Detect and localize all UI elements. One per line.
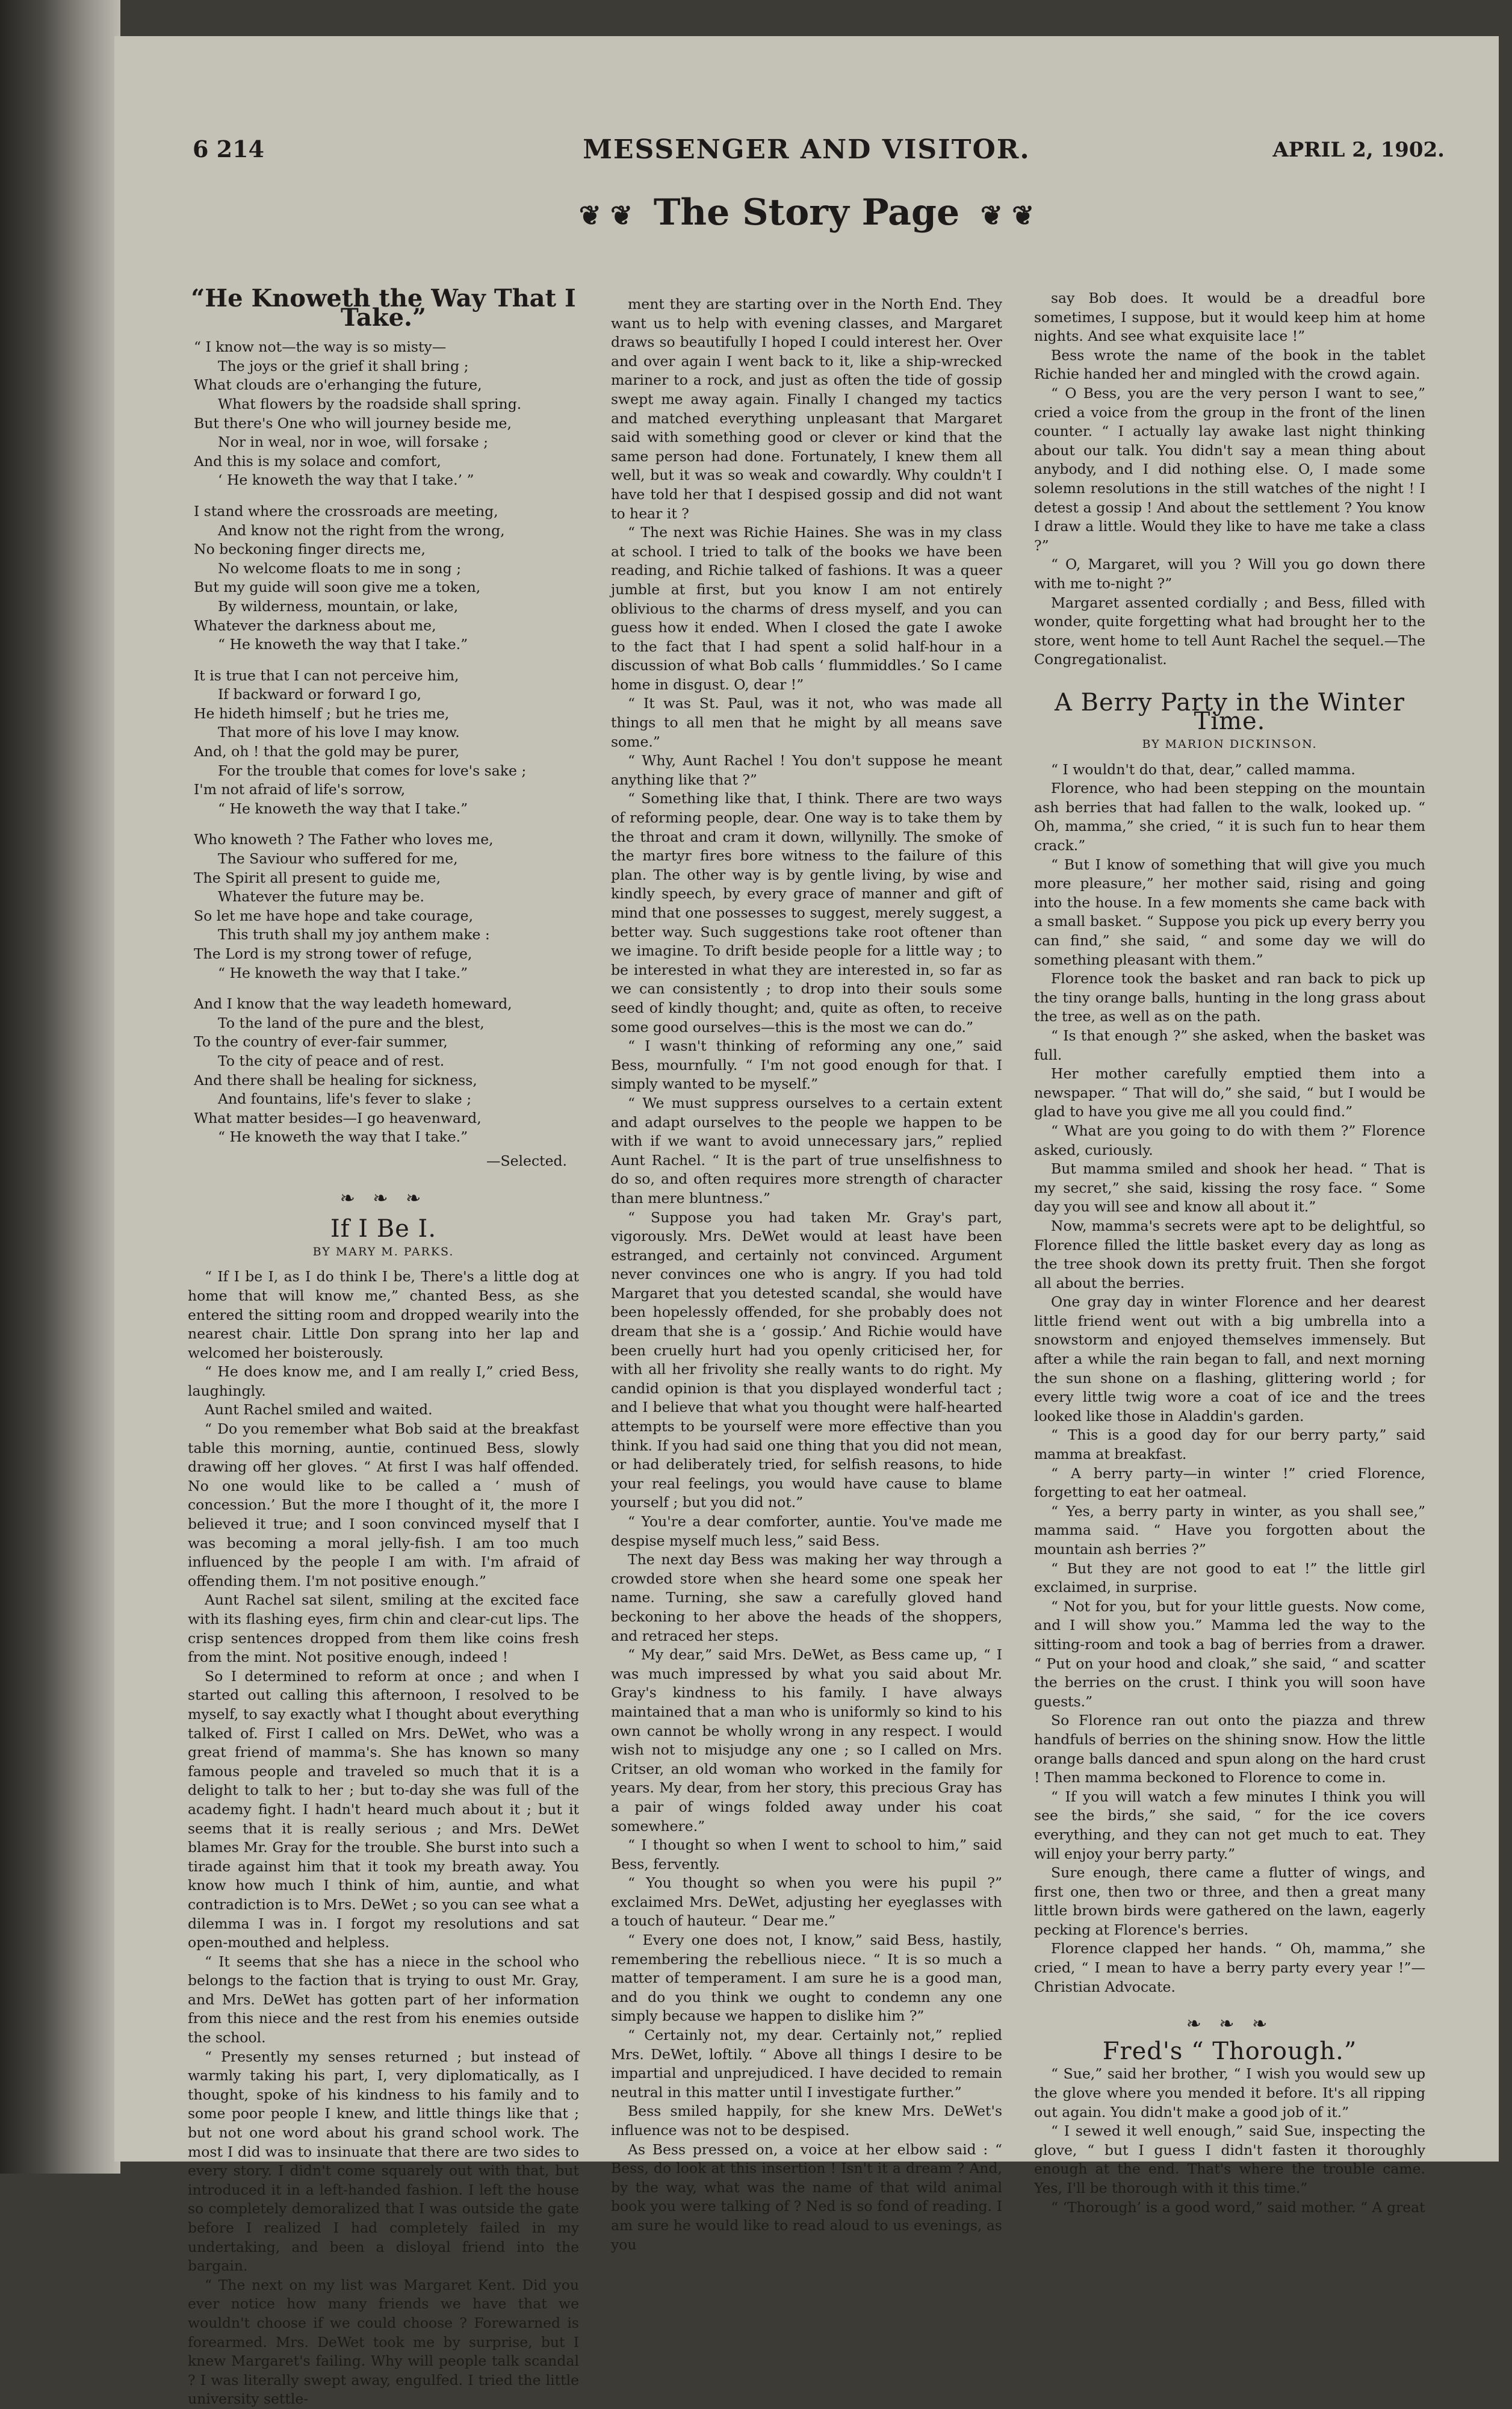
paragraph: Aunt Rachel sat silent, smiling at the excited face with its flashing eyes, firm chin and clear-cut lips. The crisp sentences dropped from them like coins fresh from the mint. Not positive enough, indeed ! <box>188 1591 579 1666</box>
poem-credit: —Selected. <box>486 1152 567 1169</box>
paragraph: So Florence ran out onto the piazza and threw handfuls of berries on the shining snow. How the little orange balls danced and spun along on the hard crust ! Then mamma beckoned to Florence to come in. <box>1034 1712 1425 1786</box>
poem-line: This truth shall my joy anthem make : <box>218 926 490 943</box>
poem-line: Whatever the future may be. <box>218 888 424 906</box>
poem-line: ‘ He knoweth the way that I take.’ ” <box>218 471 474 489</box>
story-text <box>1034 289 1425 670</box>
stanza-gap <box>194 818 579 830</box>
poem-line: To the city of peace and of rest. <box>218 1052 445 1069</box>
poem-line: For the trouble that comes for love's sake ; <box>218 762 527 779</box>
poem-line: The Lord is my strong tower of refuge, <box>194 945 472 962</box>
paragraph: The next day Bess was making her way through a crowded store when she heard some one speak her name. Turning, she saw a carefully gloved hand beckoning to her above the heads of the shoppers, and retraced her steps. <box>611 1551 1002 1644</box>
poem-line: And this is my solace and comfort, <box>194 452 441 470</box>
paragraph: Bess smiled happily, for she knew Mrs. DeWet's influence was not to be despised. <box>611 2103 1002 2139</box>
paragraph: “ It was St. Paul, was it not, who was made all things to all men that he might by all means save some.” <box>611 695 1002 750</box>
poem-line: “ He knoweth the way that I take.” <box>218 1128 468 1146</box>
page-number: 6 214 <box>193 135 264 163</box>
story-byline: BY MARY M. PARKS. <box>312 1245 454 1258</box>
poem-line: The Saviour who suffered for me, <box>218 850 458 868</box>
poem-line: He hideth himself ; but he tries me, <box>194 704 450 722</box>
poem-line: No welcome floats to me in song ; <box>218 559 462 577</box>
poem-line: And I know that the way leadeth homeward, <box>194 995 512 1013</box>
paragraph: “ We must suppress ourselves to a certain extent and adapt ourselves to the people we happen to be with if we want to avoid unnecessary jars,” replied Aunt Rachel. “ It is the part of true unselfishness to do so, and often requires more strength of character than mere bluntness.” <box>611 1094 1002 1207</box>
stanza-gap <box>194 983 579 995</box>
paragraph: “ Suppose you had taken Mr. Gray's part, vigorously. Mrs. DeWet would at least have been estranged, and certainly not convinced. Argument never convinces one who is angry. If you had told Margaret that you detested scandal, she would have been hopelessly offended, for she probably does not dream that she is a ‘ gossip.’ And Richie would have been cruelly hurt had you openly criticised her, for with all her frivolity she really wants to do right. My candid opinion is that you displayed wonderful tact ; and I believe that what you thought were half-hearted attempts to be yourself were more effective than you think. If you had said one thing that you did not mean, or had deliberately tried, for selfish reasons, to hide your real feelings, you would have cause to blame yourself ; but you did not.” <box>611 1208 1002 1511</box>
paragraph: Florence took the basket and ran back to pick up the tiny orange balls, hunting in the long grass about the tree, as well as on the path. <box>1034 970 1425 1025</box>
poem-line: And, oh ! that the gold may be purer, <box>194 743 460 760</box>
poem-line: “ He knoweth the way that I take.” <box>218 636 468 653</box>
fleuron-ornament-right: ❦ ❦ <box>981 200 1035 231</box>
poem-line: “ He knoweth the way that I take.” <box>218 800 468 817</box>
story-title: Fred's “ Thorough.” <box>1102 2037 1357 2065</box>
paragraph: “ He does know me, and I am really I,” cried Bess, laughingly. <box>188 1363 579 1399</box>
divider-ornament: ❧ ❧ ❧ <box>1186 2013 1274 2035</box>
poem-body <box>194 338 579 1147</box>
paragraph: say Bob does. It would be a dreadful bore sometimes, I suppose, but it would keep him at home nights. And see what exquisite lace !” <box>1034 290 1425 345</box>
poem-line: If backward or forward I go, <box>218 686 421 703</box>
paragraph: Aunt Rachel smiled and waited. <box>205 1401 433 1419</box>
poem-line: Whatever the darkness about me, <box>194 617 436 634</box>
paragraph: Florence clapped her hands. “ Oh, mamma,” she cried, “ I mean to have a berry party every year !”—Christian Advocate. <box>1034 1940 1425 1995</box>
paragraph: “ Yes, a berry party in winter, as you shall see,” mamma said. “ Have you forgotten about the mountain ash berries ?” <box>1034 1502 1425 1558</box>
issue-date: APRIL 2, 1902. <box>1272 138 1445 162</box>
paragraph: “ You're a dear comforter, auntie. You've made me despise myself much less,” said Bess. <box>611 1513 1002 1549</box>
poem-line: What clouds are o'erhanging the future, <box>194 376 482 394</box>
masthead-title: MESSENGER AND VISITOR. <box>583 134 1030 165</box>
poem-line: What flowers by the roadside shall spring. <box>218 395 522 412</box>
paragraph: “ Why, Aunt Rachel ! You don't suppose he meant anything like that ?” <box>611 752 1002 788</box>
paragraph: Margaret assented cordially ; and Bess, filled with wonder, quite forgetting what had brought her to the store, went home to tell Aunt Rachel the sequel.—The Congregationalist. <box>1034 594 1425 668</box>
story-byline: BY MARION DICKINSON. <box>1142 738 1318 751</box>
paragraph: “ Something like that, I think. There are two ways of reforming people, dear. One way is to take them by the throat and cram it down, willynilly. The smoke of the martyr fires bore witness to the failure of this plan. The other way is by gentle living, by wise and kindly speech, by every grace of manner and gift of mind that one possesses to suggest, merely suggest, a better way. Such suggestions take root oftener than we imagine. To drift beside people for a little way ; to be interested in what they are interested in, so far as we can consistently ; to drop into their souls some seed of kindly thought; and, quite as often, to receive some good ourselves—this is the most we can do.” <box>611 790 1002 1036</box>
paragraph: But mamma smiled and shook her head. “ That is my secret,” she said, kissing the rosy face. “ Some day you will see and know all about it.” <box>1034 1160 1425 1216</box>
paragraph: ment they are starting over in the North End. They want us to help with evening classes, and Margaret draws so beautifully I hoped I could interest her. Over and over again I went back to it, like a ship-wrecked mariner to a rock, and just as often the tide of gossip swept me away again. Finally I changed my tactics and matched everything unpleasant that Margaret said with something good or clever or kind that the same person had done. Fortunately, I knew them all well, but it was so weak and cowardly. Why couldn't I have told her that I despised gossip and did not want to hear it ? <box>611 296 1002 522</box>
paragraph: Bess wrote the name of the book in the tablet Richie handed her and mingled with the crowd again. <box>1034 346 1425 383</box>
paragraph: “ The next was Richie Haines. She was in my class at school. I tried to talk of the books we have been reading, and Richie talked of fashions. It was a queer jumble at first, but you know I am not entirely oblivious to the charms of dress myself, and you can guess how it ended. When I closed the gate I awoke to the fact that I had spent a solid half-hour in a discussion of what Bob calls ‘ flummiddles.’ So I came home in disgust. O, dear !” <box>611 524 1002 693</box>
column-middle <box>611 295 1002 2253</box>
paragraph: “ If you will watch a few minutes I think you will see the birds,” she said, “ for the ice covers everything, and they can not get much to eat. They will enjoy your berry party.” <box>1034 1788 1425 1862</box>
story-text <box>1034 760 1425 1997</box>
poem-line: “ I know not—the way is so misty— <box>194 338 447 356</box>
story-title: If I Be I. <box>330 1215 437 1243</box>
poem-line: I'm not afraid of life's sorrow, <box>194 781 406 798</box>
paragraph: Now, mamma's secrets were apt to be delightful, so Florence filled the little basket every day as long as the tree shook down its pretty fruit. Then she forgot all about the berries. <box>1034 1217 1425 1292</box>
story-text <box>1034 2065 1425 2217</box>
stanza-gap <box>194 490 579 502</box>
paragraph: “ I sewed it well enough,” said Sue, inspecting the glove, “ but I guess I didn't fasten it thoroughly enough at the end. That's where the trouble came. Yes, I'll be thorough with it this time.” <box>1034 2122 1425 2196</box>
paragraph: “ Not for you, but for your little guests. Now come, and I will show you.” Mamma led the way to the sitting-room and took a bag of berries from a drawer. “ Put on your hood and cloak,” she said, “ and scatter the berries on the crust. I think you will soon have guests.” <box>1034 1597 1425 1710</box>
paragraph: “ My dear,” said Mrs. DeWet, as Bess came up, “ I was much impressed by what you said about Mr. Gray's kindness to his family. I have always maintained that a man who is uniformly so kind to his own cannot be wholly wrong in any respect. I would wish not to misjudge any one ; so I called on Mrs. Critser, an old woman who worked in the family for years. My dear, from her story, this precious Gray has a pair of wings folded away under his coat somewhere.” <box>611 1646 1002 1835</box>
paragraph: “ O Bess, you are the very person I want to see,” cried a voice from the group in the front of the linen counter. “ I actually lay awake last night thinking about our talk. You didn't say a mean thing about anybody, and I did nothing else. O, I made some solemn resolutions in the still watches of the night ! I detest a gossip ! And about the settlement ? You know I draw a little. Would they like to have me take a class ?” <box>1034 384 1425 554</box>
paragraph: So I determined to reform at once ; and when I started out calling this afternoon, I resolved to be myself, to say exactly what I thought about everything talked of. First I called on Mrs. DeWet, who was a great friend of mamma's. She has known so many famous people and traveled so much that it is a delight to talk to her ; but to-day she was full of the academy fight. I hadn't heard much about it ; but it seems that it is really serious ; and Mrs. DeWet blames Mr. Gray for the trouble. She burst into such a tirade against him that it took my breath away. You know how much I think of him, auntie, and what contradiction is to Mrs. DeWet ; so you can see what a dilemma I was in. I forgot my resolutions and sat open-mouthed and helpless. <box>188 1667 579 1951</box>
paragraph: One gray day in winter Florence and her dearest little friend went out with a big umbrella into a snowstorm and enjoyed themselves immensely. But after a while the rain began to fall, and next morning the sun shone on a flashing, glittering world ; for every little twig wore a coat of ice and the trees looked like those in Aladdin's garden. <box>1034 1293 1425 1425</box>
stanza-gap <box>194 654 579 667</box>
paragraph: “ The next on my list was Margaret Kent. Did you ever notice how many friends we have that we wouldn't choose if we could choose ? Forewarned is forearmed. Mrs. DeWet took me by surprise, but I knew Margaret's failing. Why will people talk scandal ? I was literally swept away, engulfed. I tried the little university settle- <box>188 2276 579 2408</box>
paragraph: As Bess pressed on, a voice at her elbow said : “ Bess, do look at this insertion ! Isn't it a dream ? And, by the way, what was the name of that wild animal book you were talking of ? Ned is so fond of reading. I am sure he would like to read aloud to us evenings, as you <box>611 2140 1002 2253</box>
paragraph: “ Certainly not, my dear. Certainly not,” replied Mrs. DeWet, loftily. “ Above all things I desire to be impartial and unprejudiced. I have decided to remain neutral in this matter until I investigate further.” <box>611 2027 1002 2101</box>
book-binding-shadow <box>0 0 120 2174</box>
paragraph: “ I thought so when I went to school to him,” said Bess, fervently. <box>611 1836 1002 1873</box>
poem-line: And there shall be healing for sickness, <box>194 1071 477 1089</box>
paragraph: Florence, who had been stepping on the mountain ash berries that had fallen to the walk, looked up. “ Oh, mamma,” she cried, “ it is such fun to hear them crack.” <box>1034 780 1425 854</box>
poem-line: Who knoweth ? The Father who loves me, <box>194 831 494 848</box>
story-title: A Berry Party in the Winter Time. <box>1054 688 1405 736</box>
poem-line: The joys or the grief it shall bring ; <box>218 357 469 375</box>
poem-line: And know not the right from the wrong, <box>218 521 505 539</box>
poem-line: That more of his love I may know. <box>218 724 460 741</box>
poem-line: No beckoning finger directs me, <box>194 541 426 558</box>
paragraph: “ But I know of something that will give you much more pleasure,” her mother said, rising and going into the house. In a few moments she came back with a small basket. “ Suppose you pick up every berry you can find,” she said, “ and some day we will do something pleasant with them.” <box>1034 856 1425 968</box>
paragraph: “ You thought so when you were his pupil ?” exclaimed Mrs. DeWet, adjusting her eyeglasses with a touch of hauteur. “ Dear me.” <box>611 1874 1002 1930</box>
poem-line: “ He knoweth the way that I take.” <box>218 964 468 981</box>
poem-line: To the country of ever-fair summer, <box>194 1033 448 1051</box>
poem-line: So let me have hope and take courage, <box>194 907 474 924</box>
poem-line: But there's One who will journey beside me, <box>194 414 512 432</box>
poem-line: Nor in weal, nor in woe, will forsake ; <box>218 434 489 451</box>
paragraph: “ What are you going to do with them ?” Florence asked, curiously. <box>1034 1122 1425 1158</box>
divider-ornament: ❧ ❧ ❧ <box>339 1187 427 1209</box>
poem-line: It is true that I can not perceive him, <box>194 667 459 684</box>
paragraph: “ Do you remember what Bob said at the breakfast table this morning, auntie, continued Bess, slowly drawing off her gloves. “ At first I was half offended. No one would like to be called a ‘ mush of concession.’ But the more I thought of it, the more I believed it true; and I soon convinced myself that I was becoming a moral jelly-fish. I am too much influenced by the people I am with. I'm afraid of offending them. I'm not positive enough.” <box>188 1420 579 1590</box>
paragraph: “ Every one does not, I know,” said Bess, hastily, remembering the rebellious niece. “ It is so much a matter of temperament. I am sure he is a good man, and do you think we ought to condemn any one simply because we happen to dislike him ?” <box>611 1932 1002 2025</box>
paragraph: “ Presently my senses returned ; but instead of warmly taking his part, I, very diplomatically, as I thought, spoke of his kindness to his family and to some poor people I knew, and little things like that ; but not one word about his grand school work. The most I did was to insinuate that there are two sides to every story. I didn't come squarely out with that, but introduced it in a left-handed fashion. I left the house so completely demoralized that I was outside the gate before I realized I had completely failed in my undertaking, and been a disloyal friend into the bargain. <box>188 2048 579 2275</box>
paragraph: “ Sue,” said her brother, “ I wish you would sew up the glove where you mended it before. It's all ripping out again. You didn't make a good job of it.” <box>1034 2065 1425 2121</box>
paragraph: “ It seems that she has a niece in the school who belongs to the faction that is trying to oust Mr. Gray, and Mrs. DeWet has gotten part of her information from this niece and the rest from his enemies outside the school. <box>188 1953 579 2047</box>
poem-line: The Spirit all present to guide me, <box>194 869 441 886</box>
paragraph: “ ‘Thorough’ is a good word,” said mother. “ A great <box>1051 2198 1425 2216</box>
poem-line: I stand where the crossroads are meeting, <box>194 502 498 520</box>
poem-line: What matter besides—I go heavenward, <box>194 1109 482 1127</box>
paragraph: “ I wasn't thinking of reforming any one,” said Bess, mournfully. “ I'm not good enough for that. I simply wanted to be myself.” <box>611 1037 1002 1093</box>
story-text <box>188 1267 579 2409</box>
fleuron-ornament-left: ❦ ❦ <box>578 200 633 231</box>
paragraph: Her mother carefully emptied them into a newspaper. “ That will do,” she said, “ but I would be glad to have you give me all you could find.” <box>1034 1065 1425 1121</box>
paragraph: “ But they are not good to eat !” the little girl exclaimed, in surprise. <box>1034 1559 1425 1596</box>
paragraph: “ O, Margaret, will you ? Will you go down there with me to-night ?” <box>1034 556 1425 592</box>
paragraph: “ If I be I, as I do think I be, There's a little dog at home that will know me,” chanted Bess, as she entered the sitting room and dropped wearily into the nearest chair. Little Don sprang into her lap and welcomed her boisterously. <box>188 1268 579 1361</box>
poem-line: But my guide will soon give me a token, <box>194 579 481 596</box>
poem-line: By wilderness, mountain, or lake, <box>218 597 459 615</box>
poem-line: And fountains, life's fever to slake ; <box>218 1090 472 1108</box>
section-title: The Story Page <box>653 191 960 234</box>
paragraph: “ This is a good day for our berry party,” said mamma at breakfast. <box>1034 1426 1425 1463</box>
column-right <box>1034 289 1425 2216</box>
section-heading <box>114 191 1499 234</box>
paragraph: “ A berry party—in winter !” cried Florence, forgetting to eat her oatmeal. <box>1034 1464 1425 1501</box>
poem-line: To the land of the pure and the blest, <box>218 1014 485 1031</box>
paragraph: “ I wouldn't do that, dear,” called mamma. <box>1051 760 1356 778</box>
story-text <box>611 295 1002 2254</box>
poem-title: “He Knoweth the Way That I Take.” <box>191 284 576 332</box>
paragraph: Sure enough, there came a flutter of wings, and first one, then two or three, and then a great many little brown birds were gathered on the lawn, eagerly pecking at Florence's berries. <box>1034 1864 1425 1938</box>
newspaper-page <box>114 36 1499 2408</box>
paragraph: “ Is that enough ?” she asked, when the basket was full. <box>1034 1027 1425 1063</box>
page-header <box>114 135 1499 190</box>
column-left <box>188 284 579 2408</box>
